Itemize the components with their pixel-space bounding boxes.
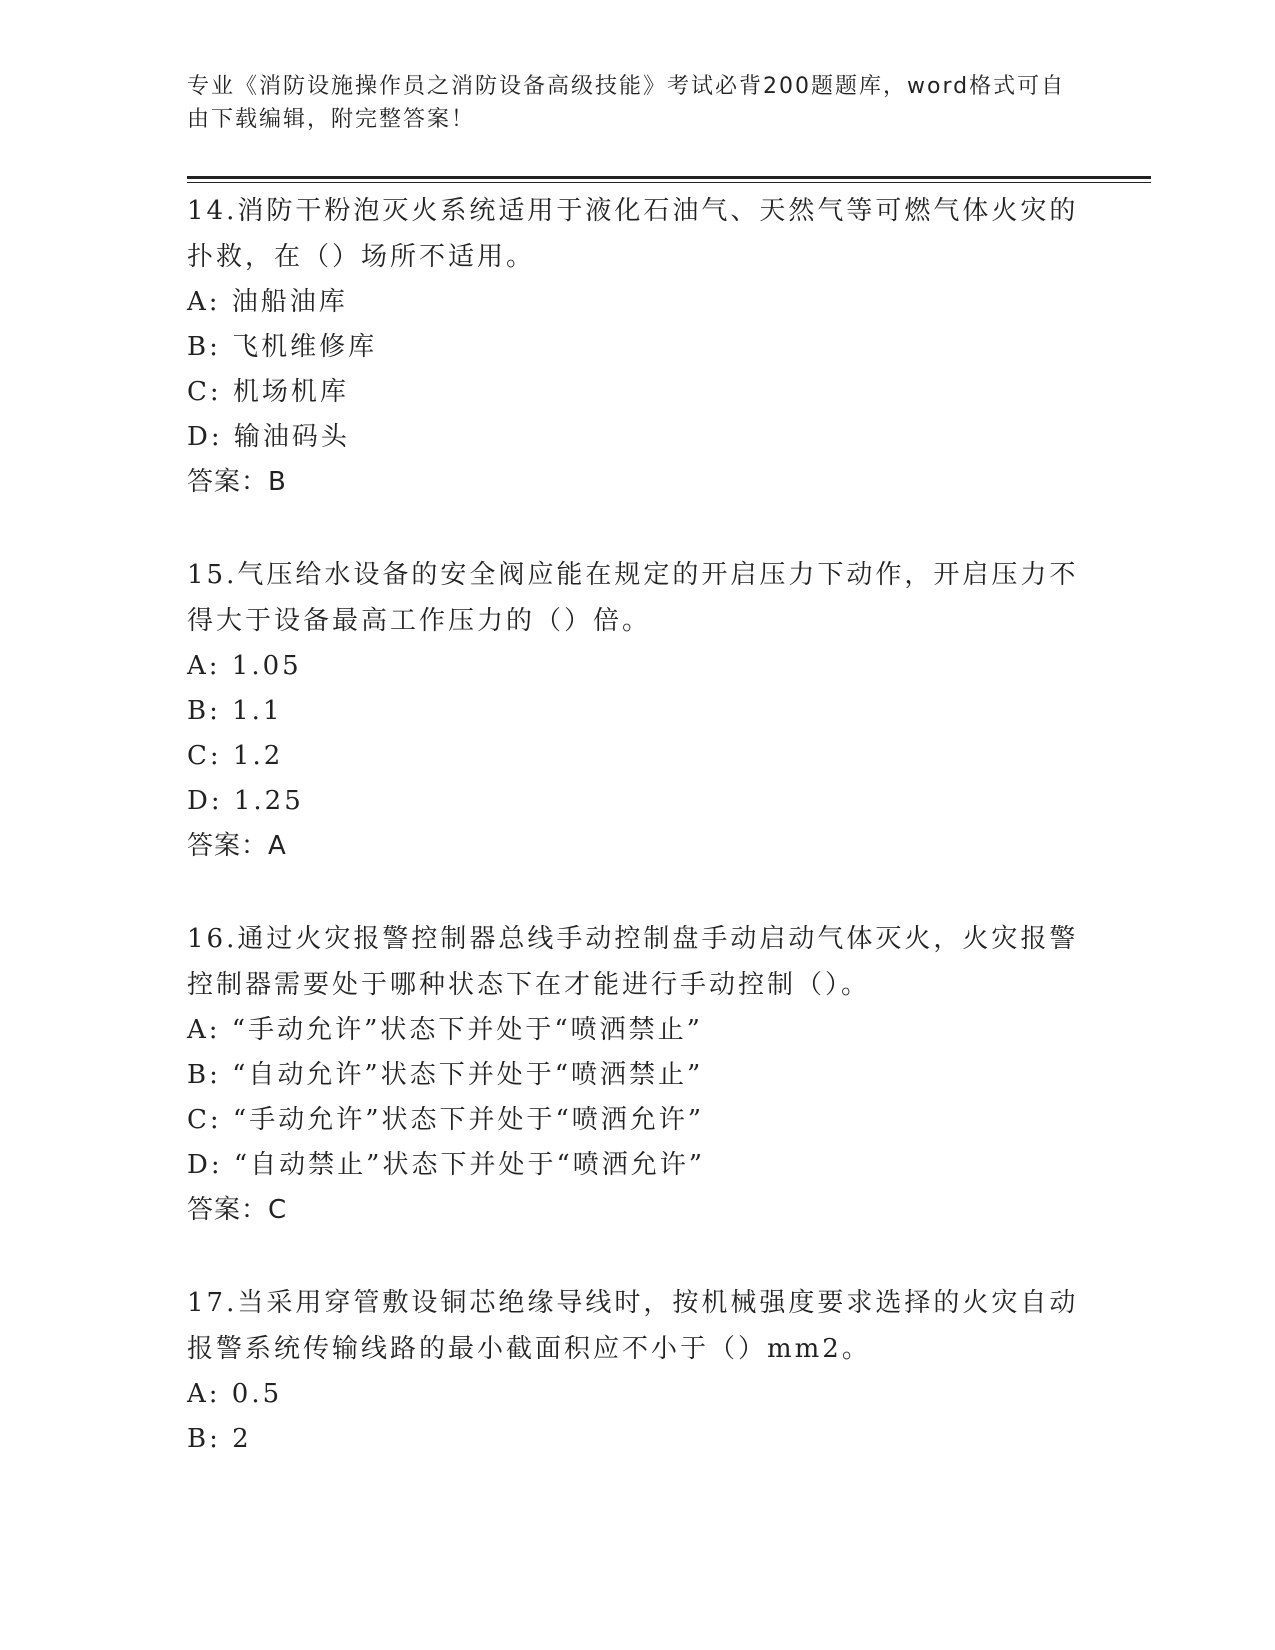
question-16	[187, 916, 1087, 1232]
document-header: 专业《消防设施操作员之消防设备高级技能》考试必背200题题库，word格式可自由下载编辑，附完整答案！	[187, 74, 1066, 132]
option-b: B: 1.1	[187, 696, 283, 726]
option-c: C: 1.2	[187, 741, 284, 771]
answer: 答案：C	[187, 1195, 288, 1225]
option-b: B: 2	[187, 1424, 252, 1454]
question-stem: 16.通过火灾报警控制器总线手动控制盘手动启动气体灭火，火灾报警控制器需要处于哪种状态下在才能进行手动控制（）。	[187, 924, 1079, 1000]
option-a: A: “手动允许”状态下并处于“喷洒禁止”	[187, 1015, 703, 1045]
question-stem: 15.气压给水设备的安全阀应能在规定的开启压力下动作，开启压力不得大于设备最高工作压力的（）倍。	[187, 560, 1079, 636]
option-a: A: 1.05	[187, 651, 302, 681]
option-b: B: “自动允许”状态下并处于“喷洒禁止”	[187, 1060, 704, 1090]
question-14	[187, 188, 1087, 504]
question-15	[187, 552, 1087, 868]
answer: 答案：B	[187, 467, 287, 497]
option-a: A: 油船油库	[187, 287, 348, 317]
option-b: B: 飞机维修库	[187, 332, 378, 362]
question-list	[187, 188, 1087, 1510]
header-divider-thick	[187, 176, 1151, 179]
header-divider-thin	[187, 182, 1151, 183]
option-d: D: 输油码头	[187, 422, 350, 452]
question-17	[187, 1280, 1087, 1462]
option-c: C: “手动允许”状态下并处于“喷洒允许”	[187, 1105, 705, 1135]
option-d: D: “自动禁止”状态下并处于“喷洒允许”	[187, 1150, 706, 1180]
question-stem: 17.当采用穿管敷设铜芯绝缘导线时，按机械强度要求选择的火灾自动报警系统传输线路的最小截面积应不小于（）mm2。	[187, 1288, 1079, 1364]
question-stem: 14.消防干粉泡灭火系统适用于液化石油气、天然气等可燃气体火灾的扑救，在（）场所不适用。	[187, 196, 1079, 272]
option-a: A: 0.5	[187, 1379, 283, 1409]
option-c: C: 机场机库	[187, 377, 349, 407]
answer: 答案：A	[187, 831, 287, 861]
option-d: D: 1.25	[187, 786, 304, 816]
